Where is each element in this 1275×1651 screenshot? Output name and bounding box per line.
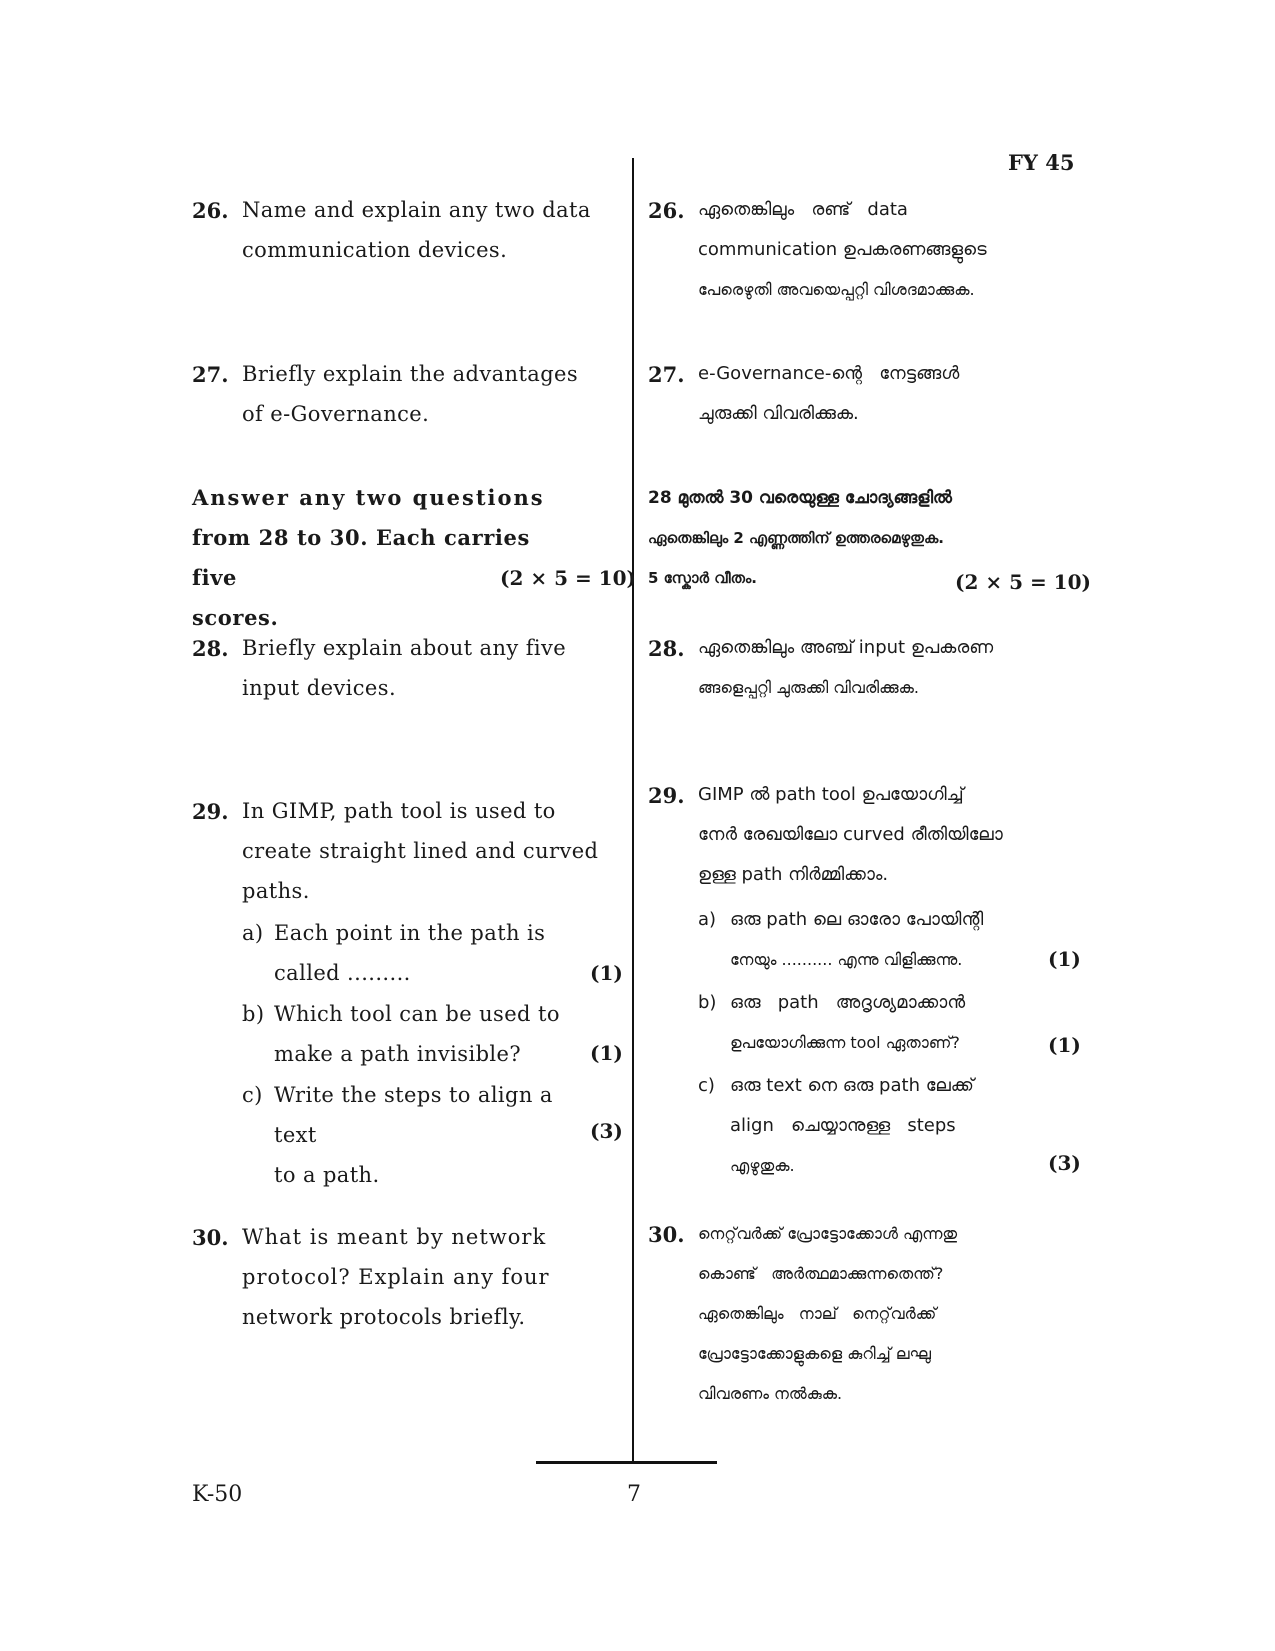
question-text-line: In GIMP, path tool is used to — [242, 799, 556, 823]
question-text-line: protocol? Explain any four — [242, 1265, 550, 1289]
subquestion-line: Write the steps to align a text — [274, 1083, 553, 1147]
subquestion-line: Each point in the path is — [274, 921, 546, 945]
instruction-line: from 28 to 30. Each carries five — [192, 525, 530, 590]
question-text-line: Name and explain any two data — [242, 198, 591, 222]
subquestion-line: എഴുതുക. — [730, 1156, 795, 1175]
question-text-line: Briefly explain about any five — [242, 636, 567, 660]
subquestion-label: a) — [242, 921, 264, 945]
score-b: (1) — [590, 1041, 623, 1065]
question-text-line: of e-Governance. — [242, 402, 430, 426]
subquestion-label: c) — [698, 1075, 715, 1096]
subquestion-line: Which tool can be used to — [274, 1002, 560, 1026]
question-number: 26. — [648, 198, 685, 223]
instruction-line: 28 മുതൽ 30 വരെയുള്ള ചോദ്യങ്ങളിൽ — [648, 488, 952, 508]
footer-code: K-50 — [192, 1482, 243, 1507]
question-number: 29. — [192, 799, 229, 824]
question-number: 27. — [192, 362, 229, 387]
question-text-line: ങ്ങളെപ്പറ്റി ചുരുക്കി വിവരിക്കുക. — [698, 678, 919, 697]
subquestion-line: ഉപയോഗിക്കുന്ന tool ഏതാണ്? — [730, 1033, 960, 1052]
score-a: (1) — [590, 961, 623, 985]
question-text-line: പേരെഴുതി അവയെപ്പറ്റി വിശദമാക്കുക. — [698, 280, 975, 299]
question-text-line: പ്രോട്ടോക്കോളുകളെ കുറിച്ച് ലഘു — [698, 1344, 932, 1363]
instruction-line: scores. — [192, 605, 279, 630]
question-number: 27. — [648, 362, 685, 387]
question-text-line: കൊണ്ട് അർത്ഥമാക്കുന്നതെന്ത്? — [698, 1264, 944, 1283]
question-text-line: network protocols briefly. — [242, 1305, 526, 1329]
footer-rule — [536, 1461, 717, 1464]
question-number: 26. — [192, 198, 229, 223]
instruction-line: Answer any two questions — [192, 485, 545, 510]
question-text-line: ചുരുക്കി വിവരിക്കുക. — [698, 403, 859, 424]
question-text-line: e-Governance-ന്റെ നേട്ടങ്ങൾ — [698, 363, 960, 384]
subquestion-line: make a path invisible? — [274, 1042, 522, 1066]
question-text-line: What is meant by network — [242, 1225, 547, 1249]
subquestion-line: ഒരു path ലെ ഓരോ പോയിന്റി — [730, 909, 984, 930]
subquestion-line: to a path. — [274, 1163, 380, 1187]
subquestion-line: called ......... — [274, 961, 411, 985]
score-b: (1) — [1048, 1033, 1081, 1057]
question-text-line: ഏതെങ്കിലും നാല് നെറ്റ്‌വർക്ക് — [698, 1304, 937, 1323]
column-divider — [632, 158, 634, 1463]
question-number: 30. — [192, 1225, 229, 1250]
subquestion-label: b) — [242, 1002, 265, 1026]
subquestion-line: ഒരു text നെ ഒരു path ലേക്ക് — [730, 1075, 974, 1096]
score-c: (3) — [1048, 1151, 1081, 1175]
instruction-line: 5 സ്കോർ വീതം. — [648, 569, 757, 587]
question-number: 29. — [648, 783, 685, 808]
question-text-line: communication ഉപകരണങ്ങളുടെ — [698, 239, 987, 260]
question-text-line: input devices. — [242, 676, 397, 700]
question-text-line: ഏതെങ്കിലും അഞ്ച് input ഉപകരണ — [698, 637, 994, 658]
subquestion-line: ഒരു path അദൃശ്യമാക്കാൻ — [730, 992, 966, 1013]
subquestion-line: നേയും .......... എന്നു വിളിക്കുന്നു. — [730, 950, 963, 969]
question-text-line: നെറ്റ്‌വർക്ക് പ്രോട്ടോക്കോൾ എന്നതു — [698, 1224, 958, 1243]
question-number: 28. — [192, 636, 229, 661]
subquestion-label: c) — [242, 1083, 263, 1107]
score-c: (3) — [590, 1119, 623, 1143]
instruction-marks: (2 × 5 = 10) — [500, 566, 636, 590]
instruction-marks: (2 × 5 = 10) — [955, 570, 1091, 594]
question-text-line: create straight lined and curved — [242, 839, 599, 863]
paper-code: FY 45 — [1008, 150, 1075, 175]
subquestion-label: b) — [698, 992, 717, 1013]
question-number: 28. — [648, 636, 685, 661]
instruction-line: ഏതെങ്കിലും 2 എണ്ണത്തിന് ഉത്തരമെഴുതുക. — [648, 529, 944, 547]
question-text-line: ഉള്ള path നിർമ്മിക്കാം. — [698, 864, 889, 885]
question-text-line: communication devices. — [242, 238, 508, 262]
score-a: (1) — [1048, 947, 1081, 971]
question-text-line: ഏതെങ്കിലും രണ്ട് data — [698, 199, 908, 220]
question-text-line: GIMP ൽ path tool ഉപയോഗിച്ച് — [698, 784, 964, 805]
question-text-line: Briefly explain the advantages — [242, 362, 579, 386]
page-number: 7 — [627, 1482, 641, 1507]
question-number: 30. — [648, 1222, 685, 1247]
subquestion-line: align ചെയ്യാനുള്ള steps — [730, 1115, 956, 1136]
question-text-line: വിവരണം നൽകുക. — [698, 1384, 843, 1403]
question-text-line: paths. — [242, 879, 310, 903]
question-text-line: നേർ രേഖയിലോ curved രീതിയിലോ — [698, 824, 1003, 845]
subquestion-label: a) — [698, 909, 717, 930]
